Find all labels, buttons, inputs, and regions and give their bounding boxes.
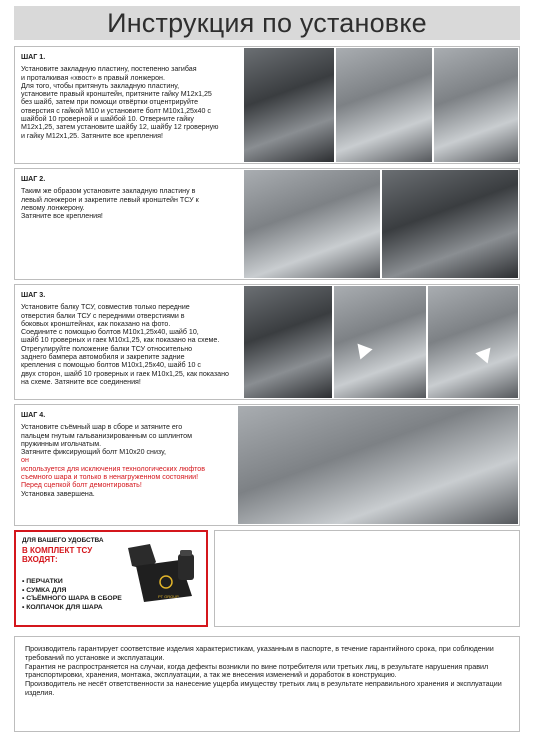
step-3-photo-2 xyxy=(334,286,426,398)
kit-accessories-image xyxy=(122,540,200,606)
arrow-indicator-icon xyxy=(475,342,496,363)
step-2-text xyxy=(21,175,247,220)
step-1-text xyxy=(21,53,247,140)
step-1-photo-2 xyxy=(336,48,432,162)
step-1-panel xyxy=(14,46,520,164)
warranty-notice xyxy=(14,636,520,732)
kit-lead: ДЛЯ ВАШЕГО УДОБСТВА xyxy=(22,537,104,544)
empty-panel xyxy=(214,530,520,627)
title-banner xyxy=(14,6,520,40)
kit-item-cap: • КОЛПАЧОК ДЛЯ ШАРА xyxy=(22,604,122,613)
step-4-photo xyxy=(238,406,518,524)
step-1-title: ШАГ 1. xyxy=(21,53,46,61)
step-4-body: Установите съёмный шар в сборе и затяните его пальцем гнутым гальванизированным со шплинтом пружинным игольчатым. Затяните фиксирующий болт М10х20 снизу, xyxy=(21,423,192,457)
step-2-title: ШАГ 2. xyxy=(21,175,46,183)
step-3-photos xyxy=(244,286,518,398)
step-2-photo-1 xyxy=(244,170,380,278)
step-3-body: Установите балку ТСУ, совместив только передние отверстия балки ТСУ с передними отверстиями в боковых кронштейнах, как показано на фото. Соедините с помощью болтов М10х1,25х40, шайб 10, шайб 10 гроверных и гаек М10х1,25, как показано на схеме. Отрегулируйте положение балки ТСУ относительно заднего бампера автомобиля и закрепите задние крепления с помощью болтов М10х1,25х40, шайб 10 с двух сторон, шайб 10 гроверных и гаек М10х1,25, как показано на схеме. Затяните все соединения! xyxy=(21,303,229,386)
step-4-text xyxy=(21,411,247,498)
step-1-photo-3 xyxy=(434,48,518,162)
kit-item-bag: • СУМКА ДЛЯ xyxy=(22,587,122,596)
step-4-panel xyxy=(14,404,520,526)
step-4-warning: он используется для исключения технологических люфтов съемного шара и только в ненагруженном состоянии! Перед сцепкой болт демонтировать! xyxy=(21,456,205,490)
kit-contents-box xyxy=(14,530,208,627)
step-3-panel xyxy=(14,284,520,400)
step-1-photo-1 xyxy=(244,48,334,162)
step-4-completion: Установка завершена. xyxy=(21,489,95,498)
step-3-title: ШАГ 3. xyxy=(21,291,46,299)
step-1-body: Установите закладную пластину, постепенно загибая и проталкивая «хвост» в правый лонжерон. Для того, чтобы притянуть закладную пластину, установите правый кронштейн, притяните гайку М12х1,25 без шайб, затем при помощи отвёртки отцентрируйте отверстия с гайкой М10 и установите болт М10х1,25х40 с шайбой 10 гроверной и шайбой 10. Отверните гайку М12х1,25, затем установите шайбу 12, шайбу 12 гроверную и гайку М12х1,25. Затяните все крепления! xyxy=(21,65,219,140)
step-3-photo-3 xyxy=(428,286,518,398)
warranty-paragraph-3: Производитель не несёт ответственности за нанесение ущерба имуществу третьих лиц в результате неправильного хранения и эксплуатации изделия. xyxy=(25,679,502,697)
step-2-panel xyxy=(14,168,520,280)
step-3-photo-1 xyxy=(244,286,332,398)
warranty-paragraph-1: Производитель гарантирует соответствие изделия характеристикам, указанным в паспорте, в течение гарантийного срока, при соблюдении требований по установке и эксплуатации. xyxy=(25,644,494,662)
step-3-text xyxy=(21,291,247,386)
step-2-body: Таким же образом установите закладную пластину в левый лонжерон и закрепите левый кронштейн ТСУ к левому лонжерону. Затяните все крепления! xyxy=(21,187,199,221)
bag-logo: PT GROUP xyxy=(158,594,179,599)
kit-item-bag-cont: • СЪЁМНОГО ШАРА В СБОРЕ xyxy=(22,595,122,604)
warranty-paragraph-2: Гарантия не распространяется на случаи, когда дефекты возникли по вине потребителя или третьих лиц, в результате нарушения правил транспортировки, хранения, монтажа, эксплуатации, а так же внесения изменений и доработок в конструкцию. xyxy=(25,661,489,680)
step-2-photo-2 xyxy=(382,170,518,278)
kit-heading: В КОМПЛЕКТ ТСУ ВХОДЯТ: xyxy=(22,545,93,564)
arrow-indicator-icon xyxy=(351,338,372,359)
step-4-photos xyxy=(238,406,518,524)
step-1-photos xyxy=(244,48,518,162)
kit-items-list xyxy=(22,578,122,612)
step-2-photos xyxy=(244,170,518,278)
step-4-title: ШАГ 4. xyxy=(21,411,46,419)
kit-item-gloves: • ПЕРЧАТКИ xyxy=(22,578,122,587)
page-title: Инструкция по установке xyxy=(107,7,427,38)
